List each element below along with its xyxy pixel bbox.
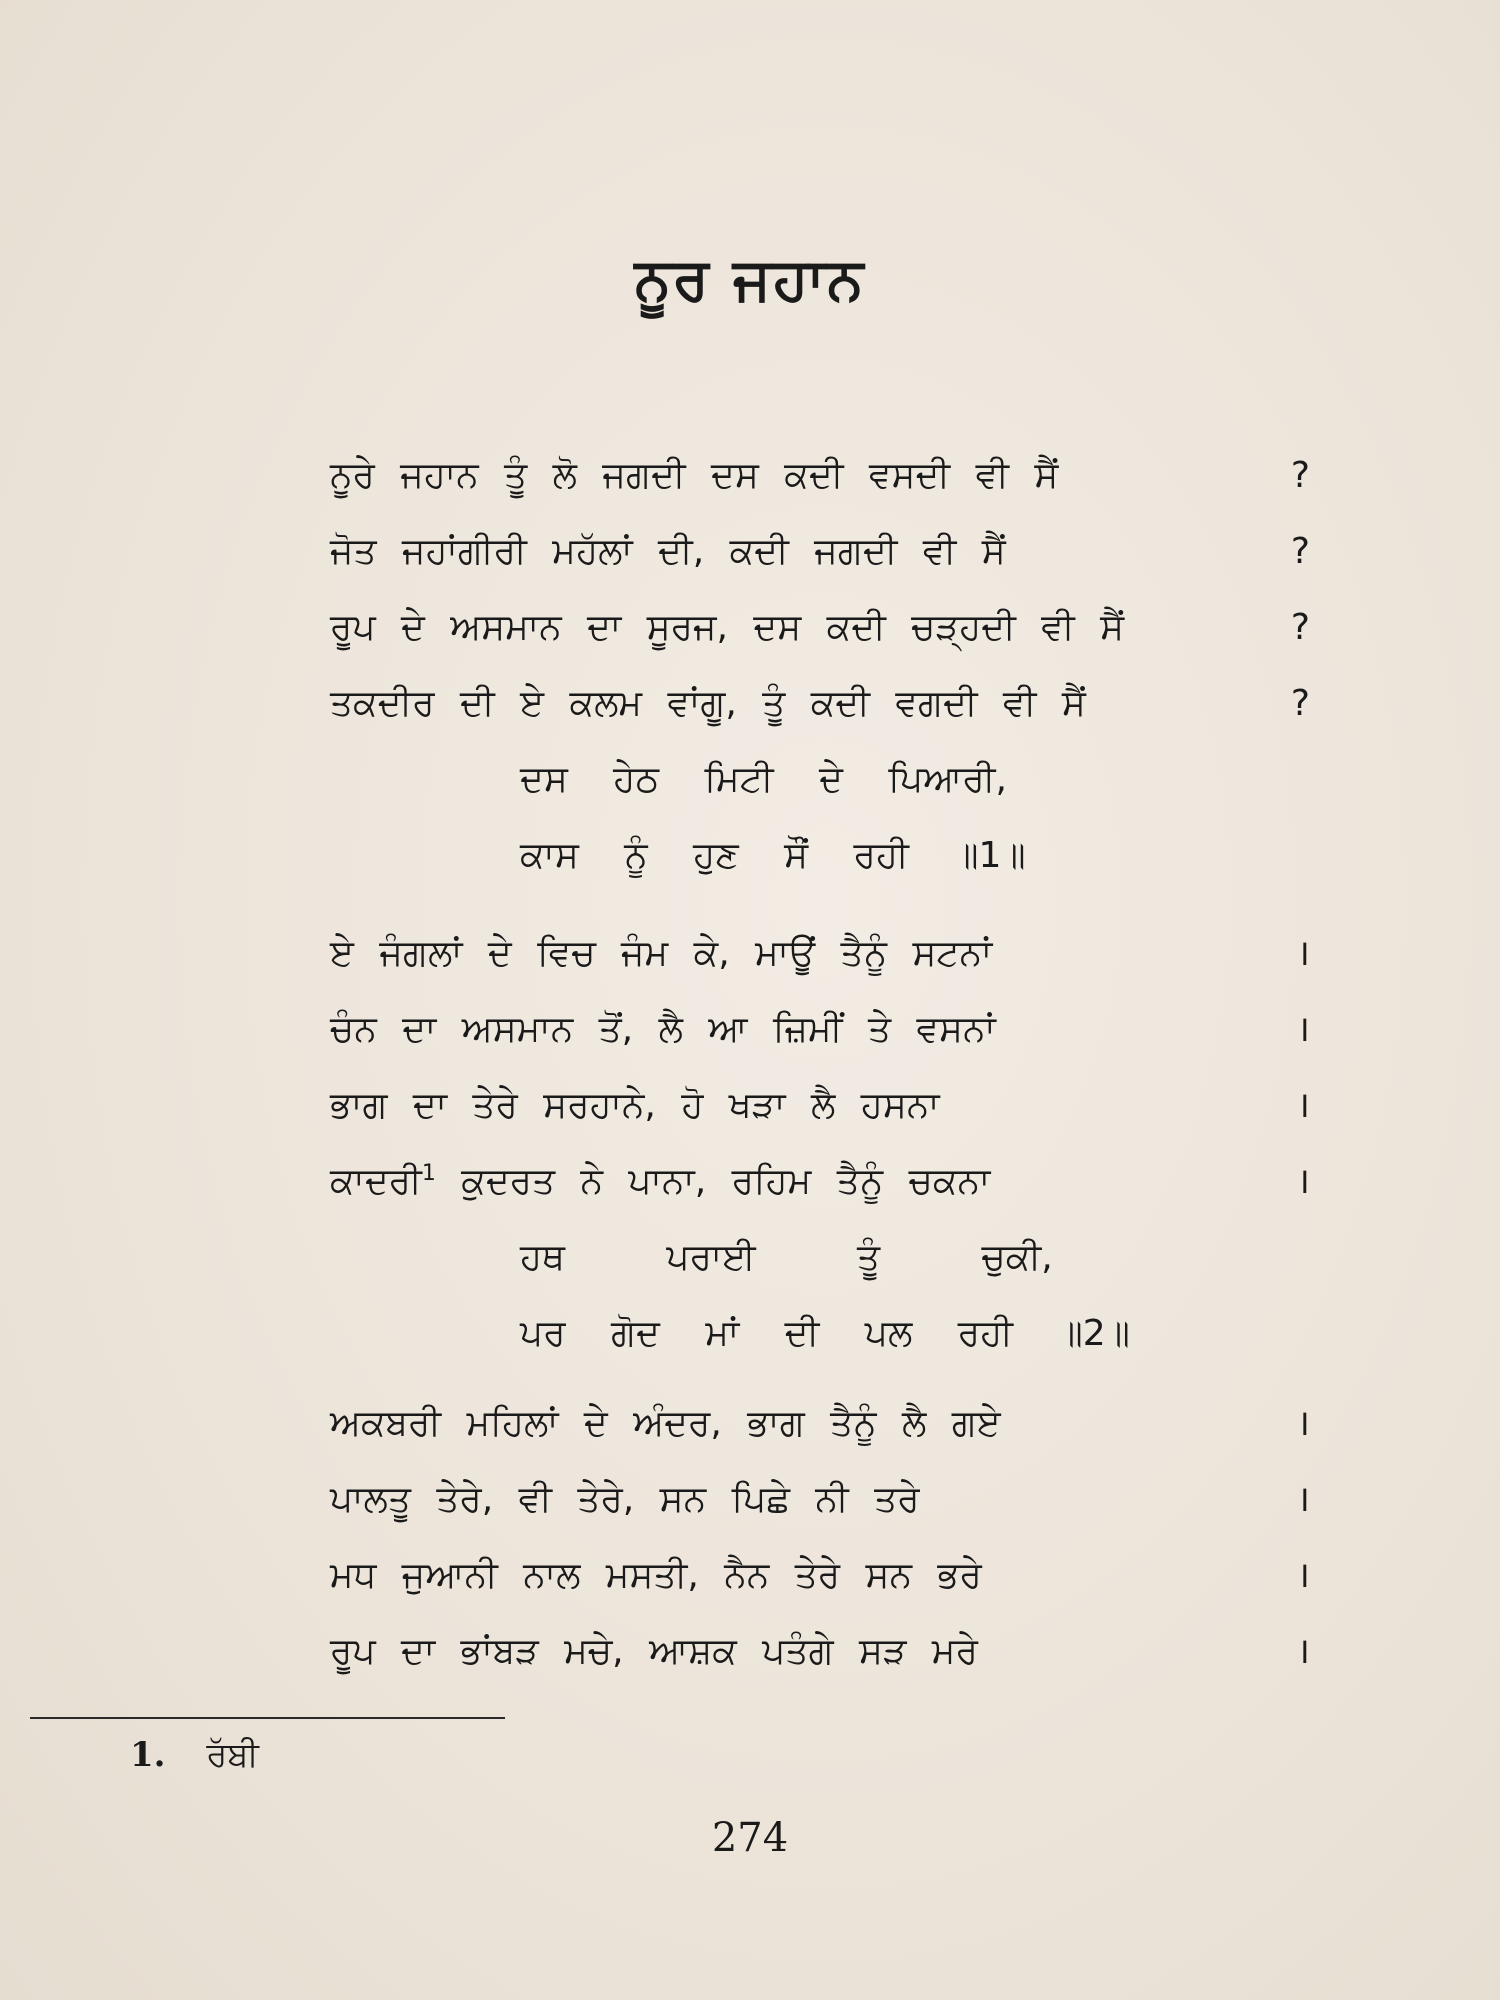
question-mark: ? xyxy=(1290,531,1310,572)
danda-mark: । xyxy=(1296,1631,1310,1672)
refrain-text: ਦਸ ਹੇਠ ਮਿਟੀ ਦੇ ਪਿਆਰੀ, xyxy=(520,759,1007,800)
refrain-line xyxy=(330,1296,1310,1372)
verse-text: ਰੂਪ ਦਾ ਭਾਂਬੜ ਮਚੇ, ਆਸ਼ਕ ਪਤੰਗੇ ਸੜ ਮਰੇ xyxy=(330,1631,978,1672)
danda-mark: । xyxy=(1296,1161,1310,1202)
refrain-line xyxy=(330,742,1310,818)
verse-line xyxy=(330,1614,1310,1690)
verse-text: ਚੰਨ ਦਾ ਅਸਮਾਨ ਤੋਂ, ਲੈ ਆ ਜ਼ਿਮੀਂ ਤੇ ਵਸਨਾਂ xyxy=(330,1009,996,1050)
verse-text: ਪਾਲਤੂ ਤੇਰੇ, ਵੀ ਤੇਰੇ, ਸਨ ਪਿਛੇ ਨੀ ਤਰੇ xyxy=(330,1479,920,1520)
verse-line xyxy=(330,1068,1310,1144)
verse-line xyxy=(330,916,1310,992)
poem-title: ਨੂਰ ਜਹਾਨ xyxy=(634,245,866,313)
refrain-text: ਕਾਸ ਨੂੰ ਹੁਣ ਸੌਂ ਰਹੀ ॥1॥ xyxy=(520,835,1026,876)
verse-line xyxy=(330,1462,1310,1538)
refrain-line xyxy=(330,818,1310,894)
verse-line xyxy=(330,666,1310,742)
question-mark: ? xyxy=(1290,455,1310,496)
verse-line xyxy=(330,1144,1310,1220)
stanza-2 xyxy=(330,916,1310,1372)
verse-text xyxy=(330,1144,990,1220)
footnote-divider xyxy=(30,1717,505,1719)
verse-text: ਅਕਬਰੀ ਮਹਿਲਾਂ ਦੇ ਅੰਦਰ, ਭਾਗ ਤੈਨੂੰ ਲੈ ਗਏ xyxy=(330,1403,1001,1444)
refrain-text: ਪਰ ਗੋਦ ਮਾਂ ਦੀ ਪਲ ਰਹੀ ॥2॥ xyxy=(520,1313,1130,1354)
danda-mark: । xyxy=(1296,933,1310,974)
verse-text: ਤਕਦੀਰ ਦੀ ਏ ਕਲਮ ਵਾਂਗੂ, ਤੂੰ ਕਦੀ ਵਗਦੀ ਵੀ ਸੈਂ xyxy=(330,683,1086,724)
refrain-text: ਹਥ ਪਰਾਈ ਤੂੰ ਚੁਕੀ, xyxy=(520,1237,1053,1278)
footnote-text: ਰੱਬੀ xyxy=(206,1735,259,1775)
verse-line xyxy=(330,514,1310,590)
verse-text: ਭਾਗ ਦਾ ਤੇਰੇ ਸਰਹਾਨੇ, ਹੋ ਖੜਾ ਲੈ ਹਸਨਾ xyxy=(330,1085,940,1126)
footnote-marker: 1 xyxy=(421,1161,436,1186)
verse-text: ਰੂਪ ਦੇ ਅਸਮਾਨ ਦਾ ਸੂਰਜ, ਦਸ ਕਦੀ ਚੜ੍ਹਦੀ ਵੀ ਸੈਂ xyxy=(330,607,1125,648)
verse-line xyxy=(330,1538,1310,1614)
footnote-number: 1. xyxy=(130,1735,166,1775)
danda-mark: । xyxy=(1296,1009,1310,1050)
danda-mark: । xyxy=(1296,1403,1310,1444)
danda-mark: । xyxy=(1296,1085,1310,1126)
verse-text: ਏ ਜੰਗਲਾਂ ਦੇ ਵਿਚ ਜੰਮ ਕੇ, ਮਾਊਂ ਤੈਨੂੰ ਸਟਨਾਂ xyxy=(330,933,993,974)
question-mark: ? xyxy=(1290,683,1310,724)
verse-line xyxy=(330,1386,1310,1462)
danda-mark: । xyxy=(1296,1479,1310,1520)
verse-text: ਜੋਤ ਜਹਾਂਗੀਰੀ ਮਹੱਲਾਂ ਦੀ, ਕਦੀ ਜਗਦੀ ਵੀ ਸੈਂ xyxy=(330,531,1006,572)
footnoted-word: ਕਾਦਰੀ xyxy=(330,1161,422,1202)
verse-line xyxy=(330,992,1310,1068)
refrain-line xyxy=(330,1220,1310,1296)
stanza-1 xyxy=(330,438,1310,894)
verse-text: ਮਧ ਜੁਆਨੀ ਨਾਲ ਮਸਤੀ, ਨੈਨ ਤੇਰੇ ਸਨ ਭਰੇ xyxy=(330,1555,982,1596)
verse-text: ਨੂਰੇ ਜਹਾਨ ਤੂੰ ਲੋ ਜਗਦੀ ਦਸ ਕਦੀ ਵਸਦੀ ਵੀ ਸੈਂ xyxy=(330,455,1059,496)
footnote xyxy=(130,1730,259,1780)
stanza-3 xyxy=(330,1386,1310,1690)
page-number: 274 xyxy=(711,1815,789,1861)
question-mark: ? xyxy=(1290,607,1310,648)
verse-line xyxy=(330,590,1310,666)
verse-line xyxy=(330,438,1310,514)
verse-text-rest: ਕੁਦਰਤ ਨੇ ਪਾਨਾ, ਰਹਿਮ ਤੈਨੂੰ ਚਕਨਾ xyxy=(435,1161,991,1202)
danda-mark: । xyxy=(1296,1555,1310,1596)
